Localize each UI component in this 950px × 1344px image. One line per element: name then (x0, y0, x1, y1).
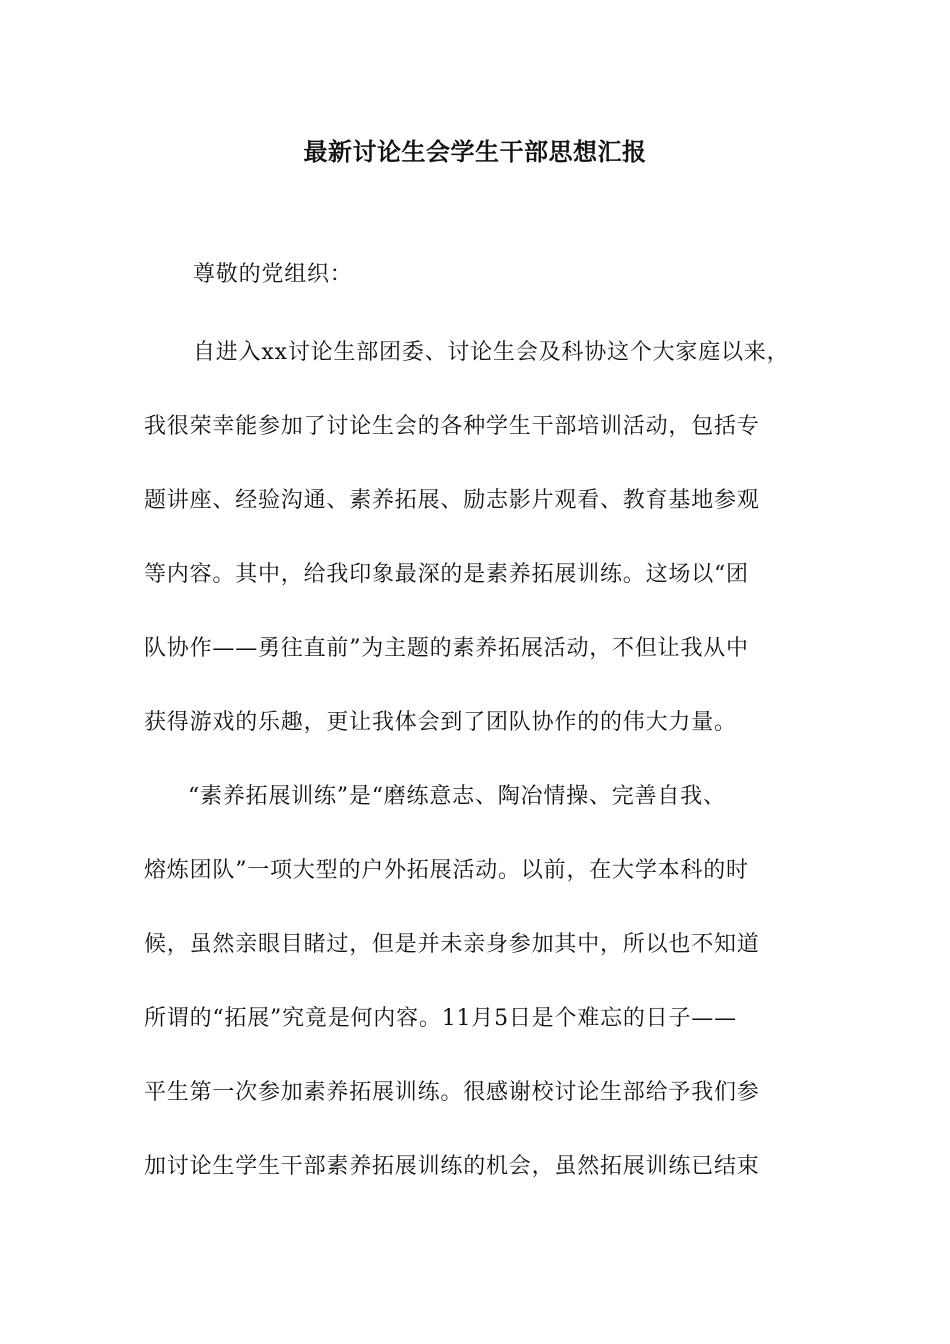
paragraph-line: 平生第一次参加素养拓展训练。很感谢校讨论生部给予我们参 (144, 1080, 760, 1105)
salutation-line: 尊敬的党组织： (193, 262, 353, 287)
document-title: 最新讨论生会学生干部思想汇报 (303, 138, 647, 166)
paragraph-line: 队协作——勇往直前”为主题的素养拓展活动，不但让我从中 (144, 636, 749, 661)
paragraph-line: 题讲座、经验沟通、素养拓展、励志影片观看、教育基地参观 (144, 488, 760, 513)
paragraph-line: 加讨论生学生干部素养拓展训练的机会，虽然拓展训练已结束 (144, 1154, 760, 1179)
paragraph-line: 熔炼团队”一项大型的户外拓展活动。以前，在大学本科的时 (144, 858, 749, 883)
paragraph-line: 自进入xx讨论生部团委、讨论生会及科协这个大家庭以来， (193, 340, 790, 365)
paragraph-line: 候，虽然亲眼目睹过，但是并未亲身参加其中，所以也不知道 (144, 932, 760, 957)
paragraph-line: 我很荣幸能参加了讨论生会的各种学生干部培训活动，包括专 (144, 414, 760, 439)
paragraph-line: 等内容。其中，给我印象最深的是素养拓展训练。这场以“团 (144, 562, 749, 587)
paragraph-line: 获得游戏的乐趣，更让我体会到了团队协作的的伟大力量。 (144, 710, 737, 735)
paragraph-line: “素养拓展训练”是“磨练意志、陶冶情操、完善自我、 (188, 784, 726, 809)
paragraph-line: 所谓的“拓展”究竟是何内容。11月5日是个难忘的日子—— (144, 1006, 737, 1031)
